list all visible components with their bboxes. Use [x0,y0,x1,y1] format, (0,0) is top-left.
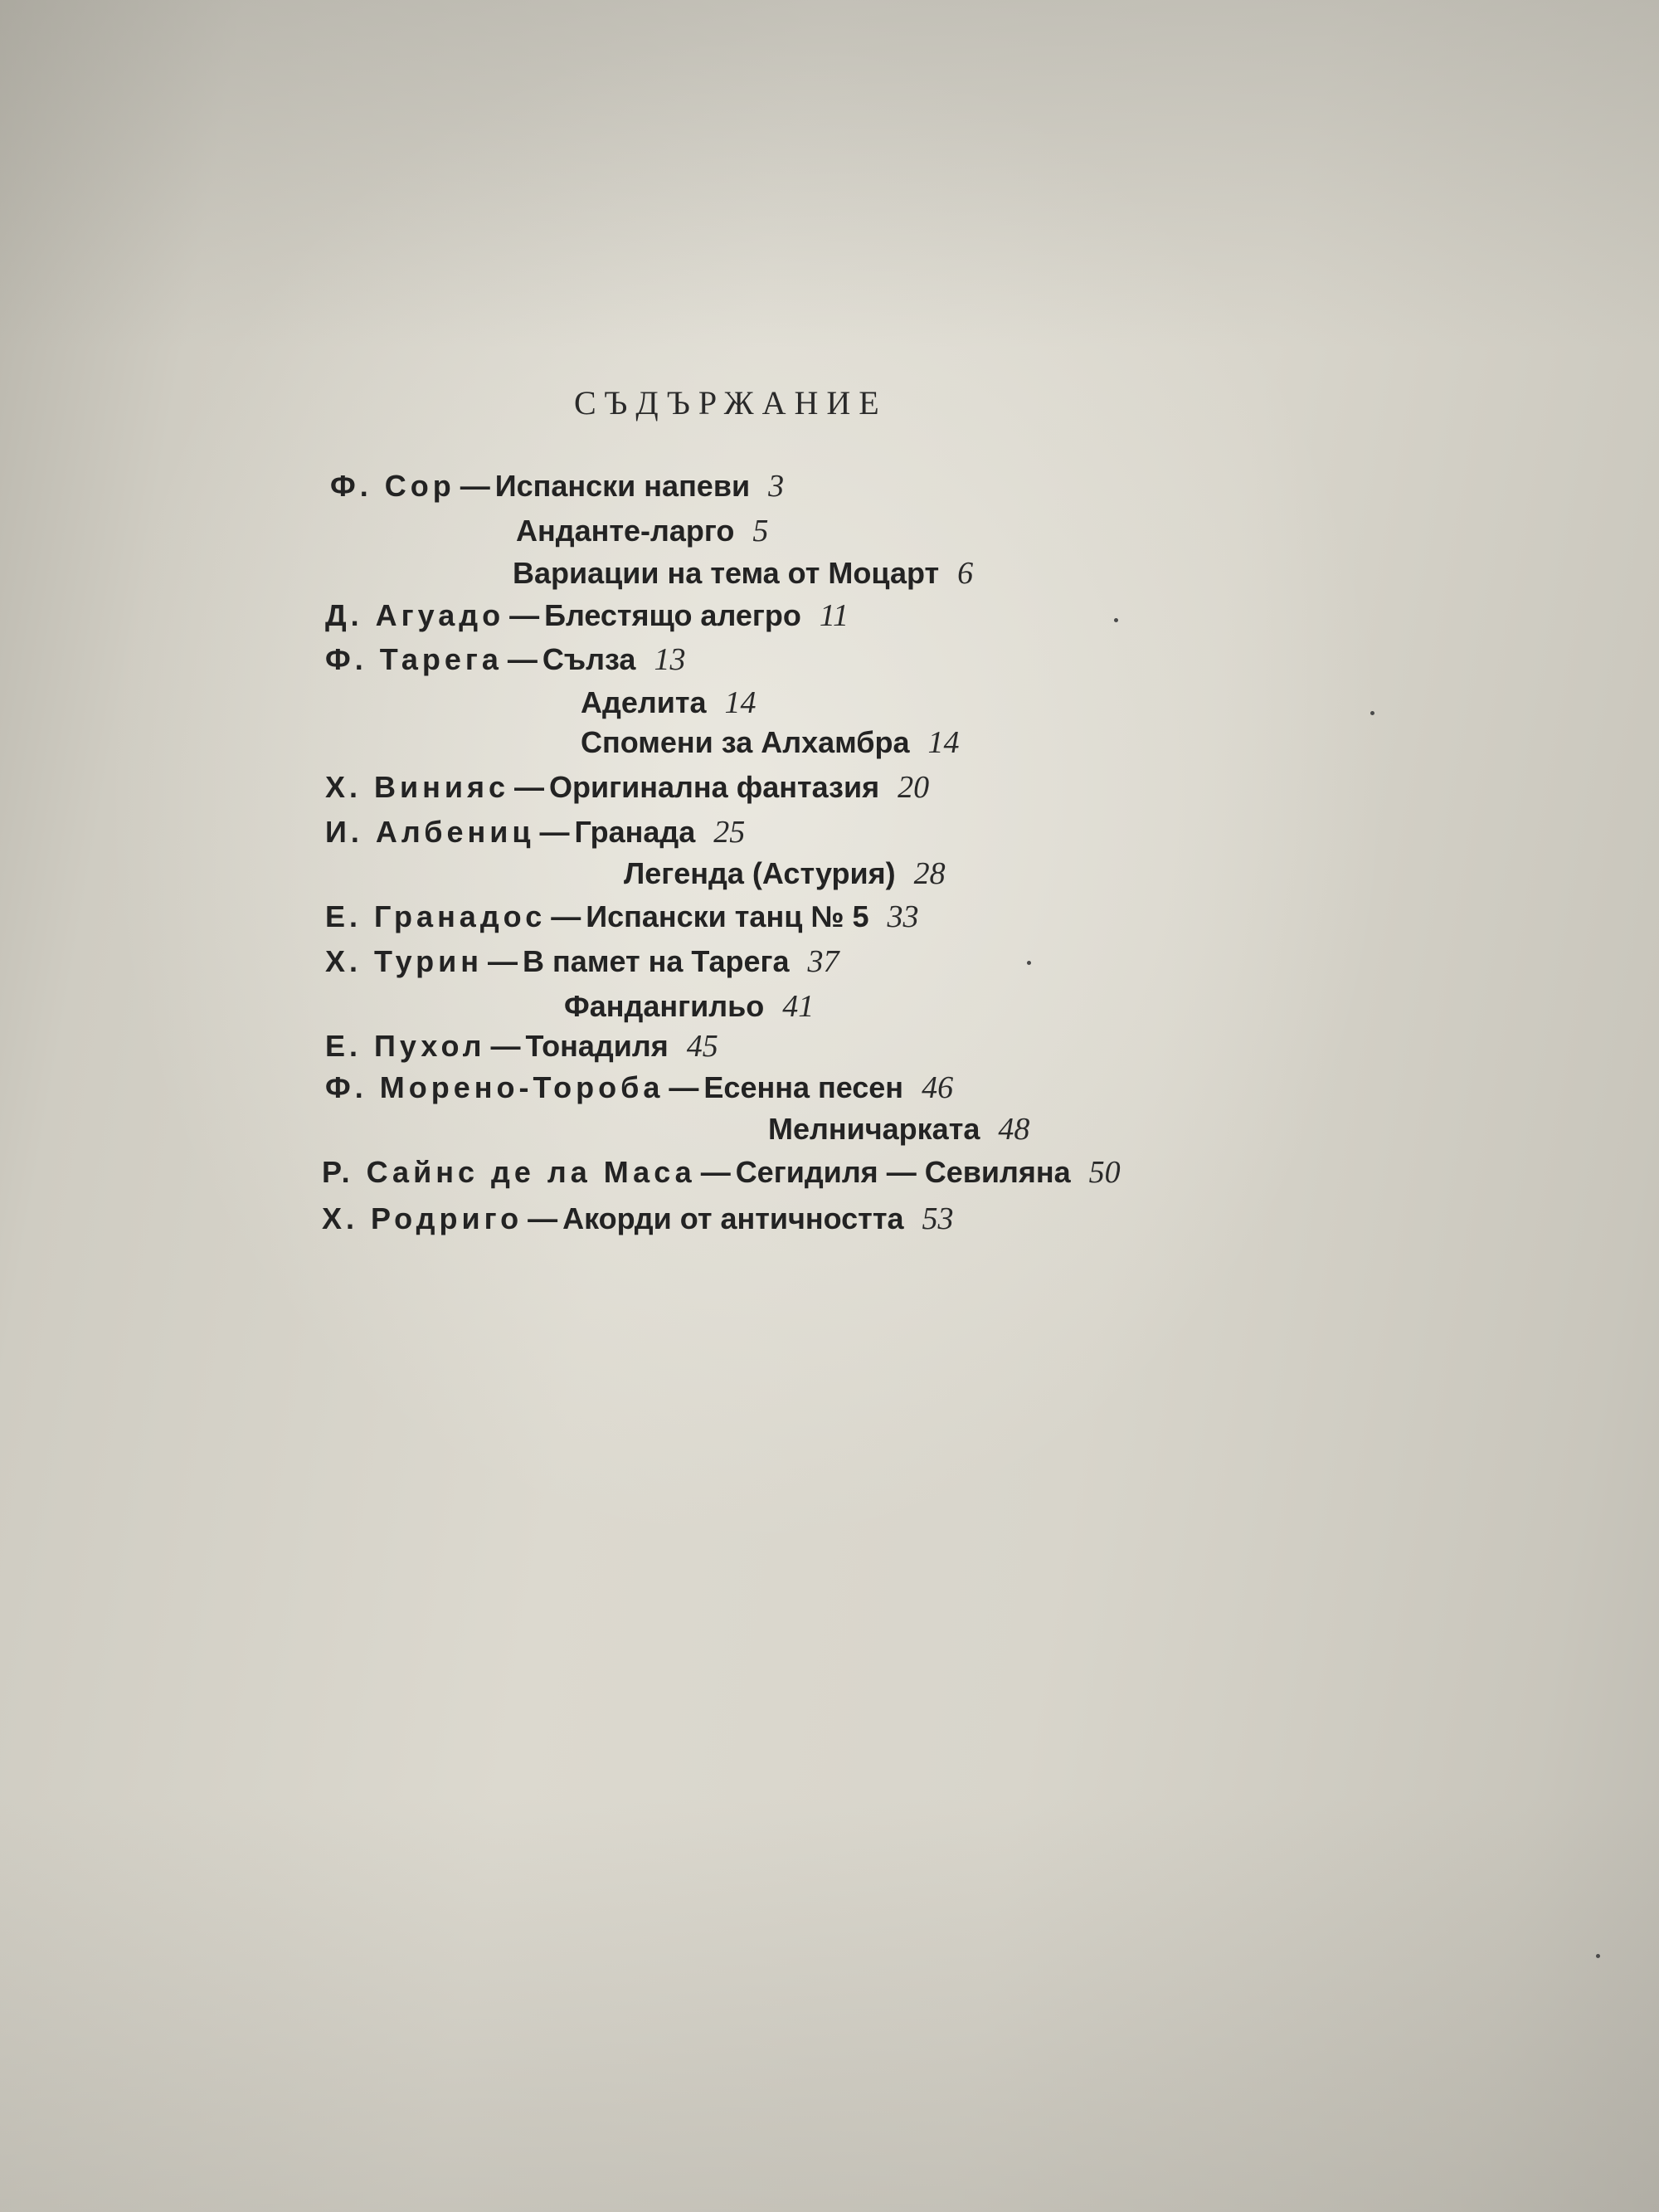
toc-entry [325,898,918,936]
composer-name: Х. Винияс [325,770,510,804]
piece-title: Сълза [542,642,636,676]
piece-title: В памет на Тарега [523,944,790,978]
page-number: 41 [782,989,815,1024]
toc-entry [325,1069,953,1107]
entry-dash: — [528,1201,558,1235]
piece-title: Гранада [574,815,696,849]
toc-entry [581,684,757,722]
page-number: 3 [768,469,785,504]
toc-entry [330,467,784,505]
entry-dash: — [669,1070,699,1104]
page-number: 11 [819,598,849,633]
piece-title: Легенда (Астурия) [624,856,896,890]
toc-entry [513,554,973,592]
piece-title: Аделита [581,685,707,719]
page-number: 33 [887,899,919,934]
composer-name: И. Албениц [325,815,535,849]
page-number: 48 [998,1112,1030,1147]
page-number: 6 [957,556,974,591]
page-number: 20 [898,770,930,805]
page-number: 25 [713,815,746,850]
piece-title: Оригинална фантазия [549,770,880,804]
composer-name: Ф. Тарега [325,642,503,676]
toc-entry [564,987,814,1026]
toc-entry [325,813,745,851]
page-number: 13 [654,642,686,677]
toc-entry [325,1027,718,1065]
piece-title: Спомени за Алхамбра [581,725,910,759]
entry-dash: — [509,598,540,632]
toc-entry [322,1200,953,1238]
page-number: 5 [752,514,769,548]
entry-dash: — [488,944,518,978]
piece-title: Анданте-ларго [516,514,735,548]
piece-title: Есенна песен [703,1070,904,1104]
toc-entry [322,1153,1121,1191]
piece-title: Тонадиля [525,1029,669,1063]
toc-entry [325,943,839,981]
toc-entry [325,768,929,806]
toc-entry [581,724,960,762]
composer-name: Д. Агуадо [325,598,505,632]
page-number: 14 [724,685,757,720]
composer-name: Е. Гранадос [325,899,547,933]
entry-dash: — [507,642,538,676]
composer-name: Х. Турин [325,944,484,978]
toc-entry [516,512,768,550]
piece-title: Вариации на тема от Моцарт [513,556,940,590]
piece-title: Фандангильо [564,989,765,1023]
entry-dash: — [551,899,581,933]
paper-speck [1027,961,1031,965]
page-number: 50 [1088,1155,1121,1190]
composer-name: Х. Родриго [322,1201,523,1235]
composer-name: Ф. Сор [330,469,455,503]
toc-entry [768,1110,1029,1148]
entry-dash: — [460,469,490,503]
paper-speck [1114,618,1118,622]
piece-title: Мелничарката [768,1112,980,1146]
piece-title: Акорди от античността [562,1201,904,1235]
page-number: 46 [922,1070,954,1105]
contents-heading: СЪДЪРЖАНИЕ [574,384,888,421]
toc-entry [624,855,946,893]
composer-name: Е. Пухол [325,1029,486,1063]
piece-title: Сегидиля — Севиляна [735,1155,1071,1189]
page-number: 53 [922,1201,954,1236]
entry-dash: — [514,770,545,804]
entry-dash: — [539,815,570,849]
toc-entry [325,641,685,679]
piece-title: Испански напеви [494,469,751,503]
composer-name: Ф. Морено-Тороба [325,1070,664,1104]
page-shadow-top [0,0,1659,348]
entry-dash: — [700,1155,731,1189]
page-number: 37 [807,944,839,979]
piece-title: Испански танц № 5 [586,899,869,933]
paper-speck [1370,711,1374,715]
entry-dash: — [490,1029,521,1063]
page-number: 28 [913,856,946,891]
piece-title: Блестящо алегро [544,598,801,632]
page-number: 14 [927,725,960,760]
paper-speck [1596,1954,1600,1958]
toc-entry [325,597,849,635]
page-shadow-bottom [0,1797,1659,2212]
composer-name: Р. Сайнс де ла Маса [322,1155,696,1189]
page-number: 45 [686,1029,718,1064]
